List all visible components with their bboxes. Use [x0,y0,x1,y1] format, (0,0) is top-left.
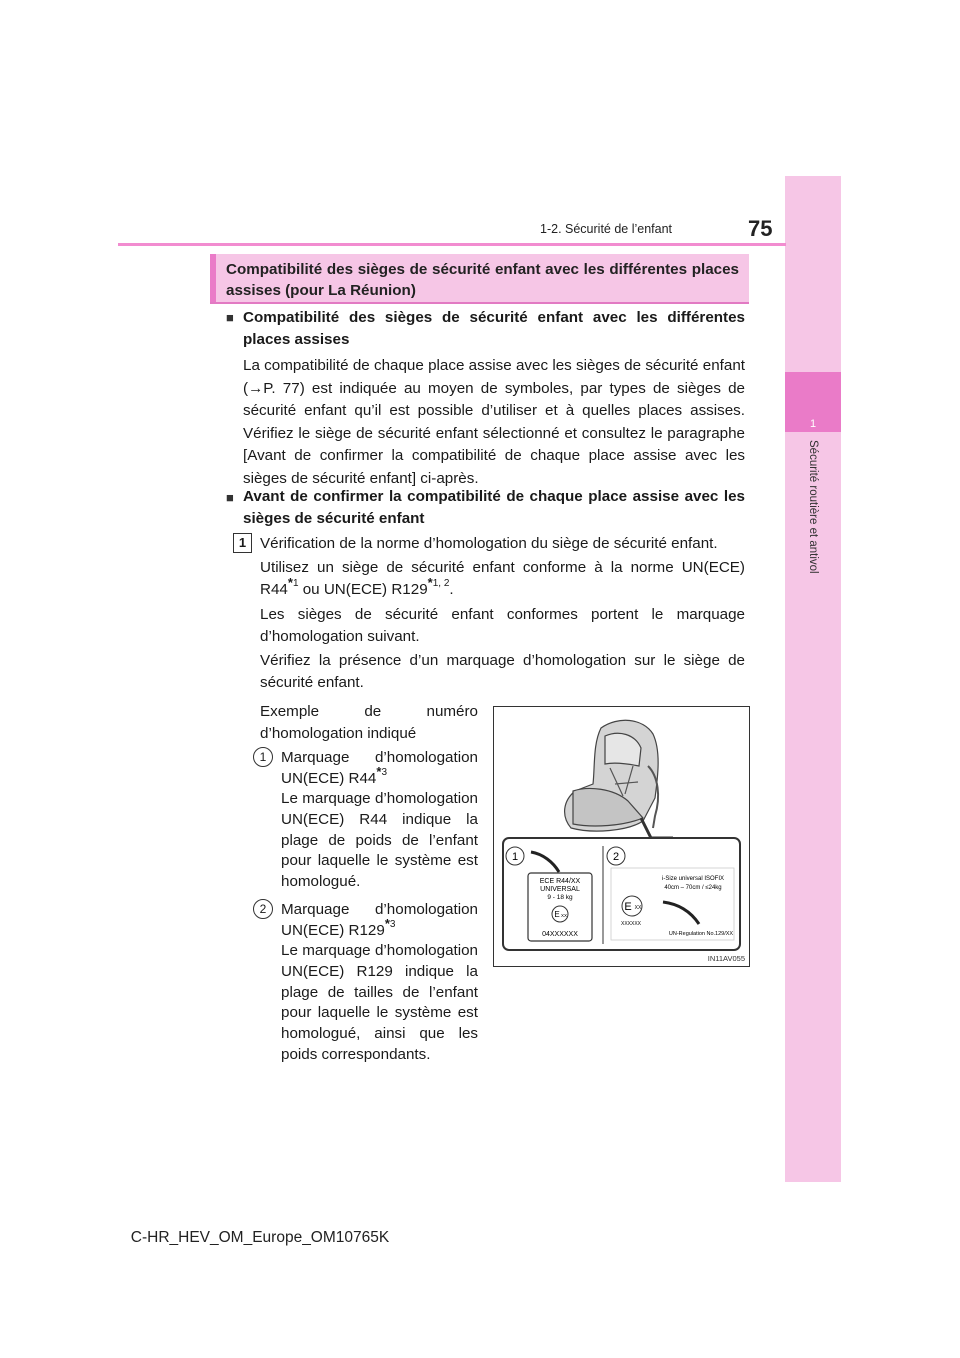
r44-line1: ECE R44/XX [539,878,581,885]
footnote-ref: 1 [292,578,299,589]
r44-line3: 9 - 18 kg [547,894,573,901]
item2-title-text: Marquage d’homologation UN(ECE) R129 [281,901,478,939]
r129-reg: UN-Regulation No.129/XX [668,931,734,937]
footnote-star: * [376,764,382,779]
callout-1: 1 [253,747,273,767]
step-text: Vérification de la norme d’homologation du siège de sécurité enfant. [260,535,718,552]
r44-e: E [554,910,560,919]
footnote-star: * [427,575,433,590]
arrow-icon: → [248,379,264,397]
section-title-rule [210,302,749,304]
block1-heading: Compatibilité des sièges de sécurité enfant avec les différentes places assises [243,309,745,348]
r129-exx: XX [634,905,642,911]
chapter-title: Sécurité routière et antivol [807,440,819,574]
approval-marking-figure [493,706,750,967]
block1-body-b: P. 77) est indiquée au moyen de symboles, par types de sièges de sécurité enfant qu’il est possible d’utiliser et à quelles places assises. Vérifiez le siège de sécurité enfant sélectionné et consultez le paragraphe [Avant de confirmer la compatibilité de chaque place assise avec les sièges de sécurité enfant] ci-après. [243,379,745,487]
figure-callout-1-num: 1 [511,851,519,863]
check-paragraph: Vérifiez la présence d’un marquage d’homologation sur le siège de sécurité enfant. [260,652,745,691]
bullet-icon: ■ [226,310,234,325]
item2-title [281,899,478,941]
r129-code: XXXXXX [620,921,642,927]
standard-paragraph [260,557,745,601]
section-title: Compatibilité des sièges de sécurité enfant avec les différentes places assises (pour La Réunion) [210,254,749,302]
example-intro: Exemple de numéro d’homologation indiqué [260,703,478,742]
step-number-badge: 1 [233,533,252,553]
item1-title [281,747,478,789]
para1-b: ou UN(ECE) R129 [298,581,428,598]
r44-code: 04XXXXXX [542,931,578,938]
footnote-ref: 1, 2 [432,578,450,589]
r44-line2: UNIVERSAL [540,886,580,893]
section-header: 1-2. Sécurité de l’enfant [540,222,673,236]
figure-id: IN11AV055 [707,954,745,963]
block1-body-a: La compatibilité de chaque place assise avec les sièges de sécurité enfant ( [243,357,745,397]
para1-c: . [449,581,454,598]
item1-title-text: Marquage d’homologation UN(ECE) R44 [281,749,478,787]
footnote-ref: 3 [381,767,387,778]
callout-2: 2 [253,899,273,919]
footnote-ref: 3 [389,919,396,930]
figure-callout-2-num: 2 [612,851,620,863]
r44-exx: XX [560,913,568,918]
footnote-star: * [287,575,293,590]
header-rule [118,243,786,246]
chapter-sidebar [785,176,841,1182]
chapter-number: 1 [809,418,817,430]
marking-paragraph: Les sièges de sécurité enfant conformes portent le marquage d’homologation suivant. [260,606,745,645]
page-number: 75 [748,216,773,241]
document-code: C-HR_HEV_OM_Europe_OM10765K [130,1229,390,1246]
r129-e: E [624,901,632,913]
para1-a: Utilisez un siège de sécurité enfant conforme à la norme UN(ECE) R44 [260,559,745,598]
item2-description: Le marquage d’homologation UN(ECE) R129 indique la plage de tailles de l’enfant pour laquelle le système est homologué, ainsi que les poids correspondants. [281,942,478,1063]
item1-description: Le marquage d’homologation UN(ECE) R44 indique la plage de poids de l’enfant pour laquelle le système est homologué. [281,790,478,891]
block2-heading: Avant de confirmer la compatibilité de chaque place assise avec les sièges de sécurité enfant [243,488,745,527]
bullet-icon: ■ [226,490,234,505]
block1-body [243,355,745,491]
r129-line2: 40cm – 70cm / ≤24kg [664,885,722,891]
footnote-star: * [384,916,390,931]
r129-line1: i-Size universal ISOFIX [661,876,725,882]
